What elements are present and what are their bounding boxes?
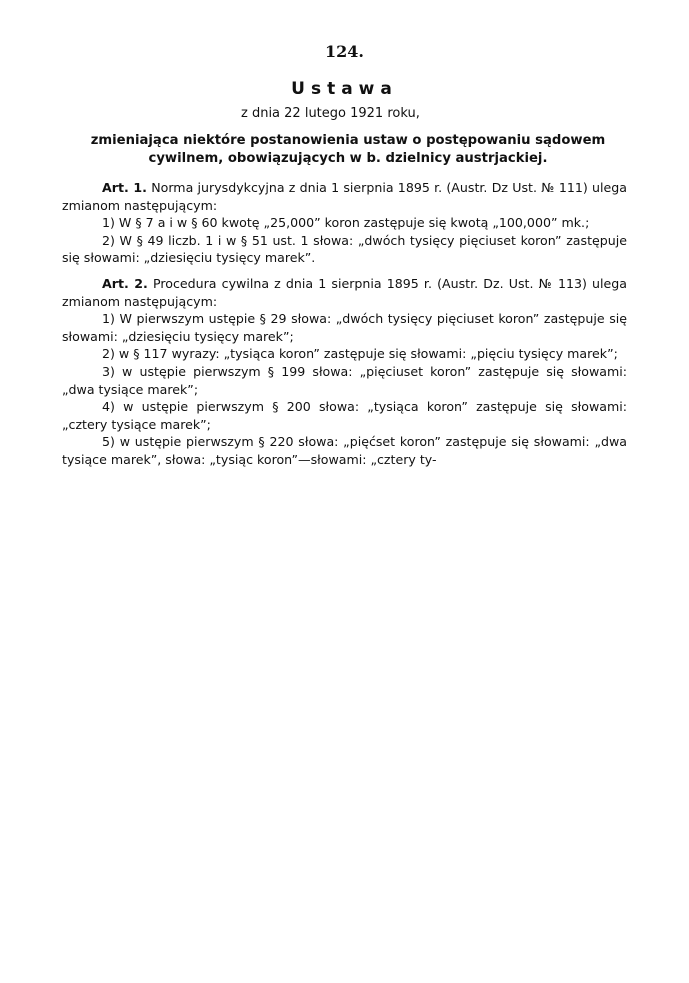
article-2-item-1: 1) W pierwszym ustępie § 29 słowa: „dwóch tysięcy pięciuset koron” zastępuje się słowami: „dziesięciu tysięcy marek”; (62, 311, 627, 344)
page-number: 124. (325, 42, 364, 61)
article-1-intro (62, 179, 627, 214)
article-2-item-4: 4) w ustępie pierwszym § 200 słowa: „tysiąca koron” zastępuje się słowami: „cztery tysiące marek”; (62, 399, 627, 432)
article-2-label: Art. 2. (102, 275, 148, 291)
document-body (62, 179, 627, 469)
article-2-item-3: 3) w ustępie pierwszym § 199 słowa: „pięciuset koron” zastępuje się słowami: „dwa tysiące marek”; (62, 363, 627, 397)
article-2-intro (62, 275, 627, 310)
document-subtitle: zmieniająca niektóre postanowienia ustaw o postępowaniu sądowem cywilnem, obowiązujących w b. dzielnicy austrjackiej. (90, 133, 606, 166)
article-2-item-2: 2) w § 117 wyrazy: „tysiąca koron” zastępuje się słowami: „pięciu tysięcy marek”; (102, 346, 618, 362)
article-1-intro-text: Norma jurysdykcyjna z dnia 1 sierpnia 1895 r. (Austr. Dz Ust. № 111) ulega zmianom następującym: (62, 180, 627, 213)
article-1-item-2: 2) W § 49 liczb. 1 i w § 51 ust. 1 słowa: „dwóch tysięcy pięciuset koron” zastępuje się słowami: „dziesięciu tysięcy marek”. (62, 232, 627, 266)
article-2-item-5: 5) w ustępie pierwszym § 220 słowa: „pięćset koron” zastępuje się słowami: „dwa tysiące marek”, słowa: „tysiąc koron”—słowami: „cztery ty- (62, 434, 627, 467)
article-2-intro-text: Procedura cywilna z dnia 1 sierpnia 1895 r. (Austr. Dz. Ust. № 113) ulega zmianom następującym: (62, 275, 628, 309)
article-1-label: Art. 1. (102, 180, 147, 195)
document-title: Ustawa (291, 79, 398, 99)
article-1-item-1: 1) W § 7 a i w § 60 kwotę „25,000” koron zastępuje się kwotą „100,000” mk.; (102, 215, 590, 231)
date-line: z dnia 22 lutego 1921 roku, (241, 106, 420, 121)
